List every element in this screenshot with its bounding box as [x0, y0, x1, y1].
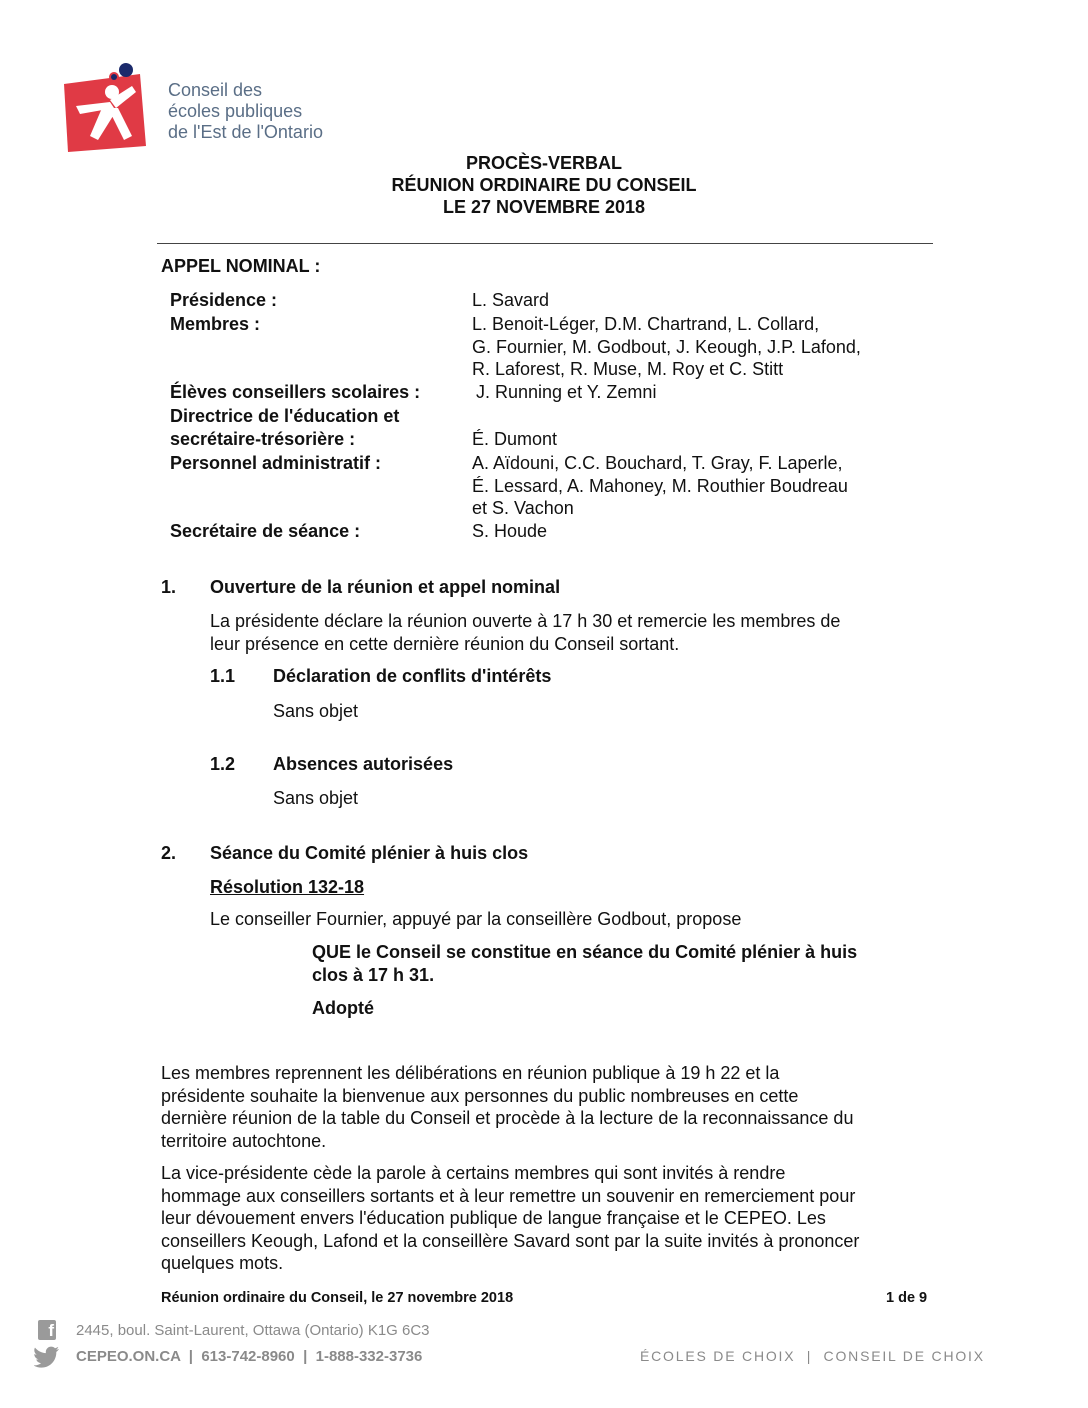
facebook-icon[interactable]: f [38, 1320, 56, 1340]
personnel-line: et S. Vachon [472, 498, 574, 518]
text-line: quelques mots. [161, 1253, 284, 1273]
presidence-label: Présidence : [170, 290, 278, 310]
paragraph-tribute [161, 1162, 859, 1275]
logo-line: écoles publiques [168, 101, 303, 121]
subsection-1-2-text: Sans objet [273, 788, 359, 808]
personnel-line: É. Lessard, A. Mahoney, M. Routhier Boudreau [472, 475, 848, 496]
text-line: conseillers Keough, Lafond et la conseillère Savard sont par la suite invités à prononcer [161, 1230, 860, 1251]
membres-value [472, 313, 861, 381]
membres-line: L. Benoit-Léger, D.M. Chartrand, L. Collard, [472, 314, 820, 334]
section-1-heading: Ouverture de la réunion et appel nominal [210, 577, 561, 597]
text-line: Les membres reprennent les délibérations en réunion publique à 19 h 22 et la [161, 1063, 780, 1083]
text-line: La vice-présidente cède la parole à certains membres qui sont invités à rendre [161, 1163, 786, 1183]
presidence-value: L. Savard [472, 290, 550, 310]
directrice-label [170, 405, 399, 450]
text-line: présidente souhaite la bienvenue aux personnes du public nombreuses en cette [161, 1085, 799, 1106]
organization-name [168, 80, 323, 143]
footer-slogan: ÉCOLES DE CHOIX | CONSEIL DE CHOIX [640, 1348, 985, 1364]
divider [157, 243, 933, 244]
motion-line: QUE le Conseil se constitue en séance du Comité plénier à huis [312, 942, 858, 962]
directrice-value: É. Dumont [472, 429, 558, 449]
section-2-heading: Séance du Comité plénier à huis clos [210, 843, 529, 863]
text-line: dernière réunion de la table du Conseil et procède à la lecture de la reconnaissance du [161, 1108, 854, 1128]
title-line-1: PROCÈS-VERBAL [465, 153, 622, 173]
logo-line: de l'Est de l'Ontario [168, 122, 323, 142]
membres-line: R. Laforest, R. Muse, M. Roy et C. Stitt [472, 359, 784, 379]
resolution-number: Résolution 132-18 [210, 877, 365, 897]
secretaire-label: Secrétaire de séance : [170, 521, 361, 541]
footer-meeting-label: Réunion ordinaire du Conseil, le 27 novembre 2018 [161, 1290, 514, 1306]
resolution-mover: Le conseiller Fournier, appuyé par la conseillère Godbout, propose [210, 909, 742, 929]
page-number: 1 de 9 [886, 1290, 928, 1306]
text-line: territoire autochtone. [161, 1130, 327, 1151]
eleves-value: J. Running et Y. Zemni [476, 382, 657, 402]
roll-call-heading: APPEL NOMINAL : [161, 256, 321, 276]
personnel-line: A. Aïdouni, C.C. Bouchard, T. Gray, F. Laperle, [472, 453, 843, 473]
text-line: leur présence en cette dernière réunion du Conseil sortant. [210, 633, 680, 654]
twitter-icon[interactable] [34, 1346, 60, 1368]
section-1-number: 1. [161, 577, 177, 597]
personnel-label: Personnel administratif : [170, 453, 382, 473]
footer-address: 2445, boul. Saint-Laurent, Ottawa (Ontario) K1G 6C3 [76, 1322, 430, 1339]
subsection-1-2-heading: Absences autorisées [273, 754, 454, 774]
directrice-label-line: secrétaire-trésorière : [170, 428, 356, 449]
personnel-value [472, 452, 848, 520]
motion-line: clos à 17 h 31. [312, 964, 435, 985]
eleves-label: Élèves conseillers scolaires : [170, 382, 421, 402]
text-line: La présidente déclare la réunion ouverte à 17 h 30 et remercie les membres de [210, 611, 841, 631]
text-line: leur dévouement envers l'éducation publique de langue française et le CEPEO. Les [161, 1208, 826, 1228]
cepeo-logo-icon [62, 62, 162, 154]
title-line-2: RÉUNION ORDINAIRE DU CONSEIL [391, 175, 697, 195]
resolution-motion [312, 941, 857, 986]
subsection-1-1-heading: Déclaration de conflits d'intérêts [273, 666, 552, 686]
secretaire-value: S. Houde [472, 521, 548, 541]
section-1-text [210, 610, 840, 655]
membres-line: G. Fournier, M. Godbout, J. Keough, J.P. Lafond, [472, 336, 861, 357]
subsection-1-2-number: 1.2 [210, 754, 236, 774]
footer-contact: CEPEO.ON.CA | 613-742-8960 | 1-888-332-3736 [76, 1348, 423, 1365]
resolution-result: Adopté [312, 998, 374, 1018]
title-line-3: LE 27 NOVEMBRE 2018 [442, 197, 646, 217]
subsection-1-1-number: 1.1 [210, 666, 236, 686]
directrice-label-line: Directrice de l'éducation et [170, 406, 400, 426]
section-2-number: 2. [161, 843, 177, 863]
logo-line: Conseil des [168, 80, 263, 100]
subsection-1-1-text: Sans objet [273, 701, 359, 721]
document-title [0, 152, 1088, 218]
text-line: hommage aux conseillers sortants et à leur remettre un souvenir en remerciement pour [161, 1185, 856, 1206]
membres-label: Membres : [170, 314, 261, 334]
paragraph-public-meeting [161, 1062, 853, 1152]
